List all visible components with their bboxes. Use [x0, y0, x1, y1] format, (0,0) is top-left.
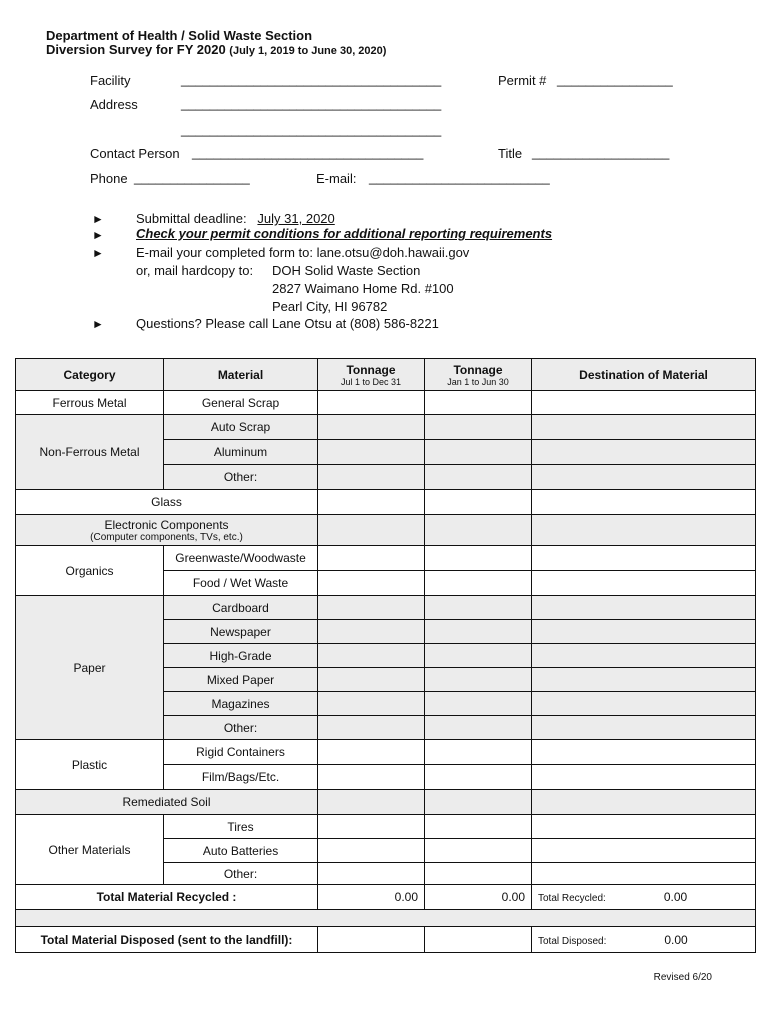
form-subtitle	[46, 42, 386, 57]
mail-address-1: DOH Solid Waste Section	[272, 263, 421, 278]
tonnage-1-cell[interactable]	[318, 490, 425, 515]
destination-cell[interactable]	[532, 740, 756, 765]
destination-cell[interactable]	[532, 440, 756, 465]
phone-field[interactable]: ________________	[134, 170, 250, 185]
tonnage-1-cell[interactable]	[318, 740, 425, 765]
electronic-label: Electronic Components	[104, 517, 229, 532]
material-rigid-containers: Rigid Containers	[164, 740, 318, 765]
tonnage-2-label: Tonnage	[453, 362, 503, 377]
tonnage-2-period: Jan 1 to Jun 30	[447, 376, 509, 387]
category-organics: Organics	[16, 546, 164, 596]
revision-note: Revised 6/20	[653, 972, 712, 983]
tonnage-2-cell[interactable]	[425, 668, 532, 692]
address-field-1[interactable]: ____________________________________	[181, 96, 442, 111]
material-general-scrap: General Scrap	[164, 391, 318, 415]
destination-cell[interactable]	[532, 790, 756, 815]
email-instruction: E-mail your completed form to: lane.otsu@doh.hawaii.gov	[136, 245, 470, 260]
tonnage-1-cell[interactable]	[318, 620, 425, 644]
tonnage-1-cell[interactable]	[318, 765, 425, 790]
col-header-destination: Destination of Material	[532, 359, 756, 391]
title-label: Title	[498, 146, 523, 161]
category-other-materials: Other Materials	[16, 815, 164, 885]
tonnage-2-cell[interactable]	[425, 571, 532, 596]
total-recycled-dest-value: 0.00	[663, 890, 688, 904]
tonnage-1-cell[interactable]	[318, 716, 425, 740]
total-recycled-dest-label: Total Recycled:	[538, 893, 606, 904]
category-ferrous: Ferrous Metal	[16, 391, 164, 415]
email-field[interactable]: _________________________	[369, 170, 550, 185]
tonnage-2-cell[interactable]	[425, 415, 532, 440]
total-recycled-destination	[532, 885, 756, 910]
bullet-arrow-icon: ►	[92, 212, 104, 226]
bullet-arrow-icon: ►	[92, 246, 104, 260]
col-header-tonnage-2	[425, 359, 532, 391]
tonnage-2-cell[interactable]	[425, 490, 532, 515]
tonnage-1-cell[interactable]	[318, 863, 425, 885]
total-disposed-label: Total Material Disposed (sent to the landfill):	[16, 927, 318, 953]
material-other: Other:	[164, 863, 318, 885]
category-nonferrous: Non-Ferrous Metal	[16, 415, 164, 490]
tonnage-1-cell[interactable]	[318, 815, 425, 839]
tonnage-1-cell[interactable]	[318, 596, 425, 620]
destination-cell[interactable]	[532, 571, 756, 596]
total-recycled-label: Total Material Recycled :	[16, 885, 318, 910]
questions-contact: Questions? Please call Lane Otsu at (808) 586-8221	[136, 316, 439, 331]
tonnage-2-cell[interactable]	[425, 465, 532, 490]
address-field-2[interactable]: ____________________________________	[181, 122, 442, 137]
mail-prefix: or, mail hardcopy to:	[136, 263, 254, 278]
tonnage-1-cell[interactable]	[318, 790, 425, 815]
material-auto-batteries: Auto Batteries	[164, 839, 318, 863]
email-label: E-mail:	[316, 171, 357, 186]
tonnage-1-cell[interactable]	[318, 391, 425, 415]
material-tires: Tires	[164, 815, 318, 839]
tonnage-2-cell[interactable]	[425, 644, 532, 668]
bullet-arrow-icon: ►	[92, 228, 104, 242]
tonnage-2-cell[interactable]	[425, 546, 532, 571]
category-electronic	[16, 515, 318, 546]
electronic-note: (Computer components, TVs, etc.)	[90, 531, 243, 543]
tonnage-1-cell[interactable]	[318, 415, 425, 440]
destination-cell[interactable]	[532, 815, 756, 839]
tonnage-2-cell[interactable]	[425, 839, 532, 863]
phone-label: Phone	[90, 171, 128, 186]
col-header-tonnage-1	[318, 359, 425, 391]
tonnage-2-cell[interactable]	[425, 716, 532, 740]
destination-cell[interactable]	[532, 839, 756, 863]
subtitle-period: (July 1, 2019 to June 30, 2020)	[229, 45, 387, 57]
total-disposed-dest-value: 0.00	[664, 932, 688, 947]
deadline-item	[136, 211, 335, 226]
material-auto-scrap: Auto Scrap	[164, 415, 318, 440]
material-magazines: Magazines	[164, 692, 318, 716]
destination-cell[interactable]	[532, 465, 756, 490]
material-film-bags: Film/Bags/Etc.	[164, 765, 318, 790]
tonnage-2-cell[interactable]	[425, 596, 532, 620]
deadline-label: Submittal deadline:	[136, 211, 247, 226]
mail-address-2: 2827 Waimano Home Rd. #100	[272, 281, 454, 296]
form-title: Department of Health / Solid Waste Section	[46, 28, 313, 43]
tonnage-1-cell[interactable]	[318, 644, 425, 668]
material-high-grade: High-Grade	[164, 644, 318, 668]
tonnage-1-cell[interactable]	[318, 515, 425, 546]
material-newspaper: Newspaper	[164, 620, 318, 644]
category-plastic: Plastic	[16, 740, 164, 790]
tonnage-1-cell[interactable]	[318, 571, 425, 596]
tonnage-1-cell[interactable]	[318, 465, 425, 490]
total-disposed-tonnage-1[interactable]	[318, 927, 425, 953]
total-disposed-tonnage-2[interactable]	[425, 927, 532, 953]
col-header-category: Category	[16, 359, 164, 391]
material-other: Other:	[164, 465, 318, 490]
tonnage-1-cell[interactable]	[318, 668, 425, 692]
destination-cell[interactable]	[532, 515, 756, 546]
destination-cell[interactable]	[532, 668, 756, 692]
tonnage-2-cell[interactable]	[425, 765, 532, 790]
tonnage-1-cell[interactable]	[318, 440, 425, 465]
permit-note: Check your permit conditions for additional reporting requirements	[136, 226, 553, 241]
address-label: Address	[90, 97, 138, 112]
total-disposed-destination	[532, 927, 756, 953]
destination-cell[interactable]	[532, 644, 756, 668]
tonnage-2-cell[interactable]	[425, 740, 532, 765]
total-recycled-tonnage-2: 0.00	[425, 885, 532, 910]
destination-cell[interactable]	[532, 415, 756, 440]
tonnage-2-cell[interactable]	[425, 440, 532, 465]
tonnage-1-cell[interactable]	[318, 692, 425, 716]
tonnage-1-cell[interactable]	[318, 839, 425, 863]
total-disposed-dest-label: Total Disposed:	[538, 935, 607, 947]
facility-field[interactable]: ____________________________________	[181, 72, 442, 87]
tonnage-2-cell[interactable]	[425, 790, 532, 815]
destination-cell[interactable]	[532, 765, 756, 790]
category-paper: Paper	[16, 596, 164, 740]
contact-label: Contact Person	[90, 146, 180, 161]
deadline-date: July 31, 2020	[257, 211, 335, 226]
destination-cell[interactable]	[532, 546, 756, 571]
material-mixed-paper: Mixed Paper	[164, 668, 318, 692]
tonnage-1-cell[interactable]	[318, 546, 425, 571]
bullet-arrow-icon: ►	[92, 317, 104, 331]
col-header-material: Material	[164, 359, 318, 391]
title-field[interactable]: ___________________	[532, 145, 670, 160]
tonnage-2-cell[interactable]	[425, 391, 532, 415]
contact-field[interactable]: ________________________________	[192, 145, 424, 160]
material-aluminum: Aluminum	[164, 440, 318, 465]
destination-cell[interactable]	[532, 863, 756, 885]
tonnage-2-cell[interactable]	[425, 692, 532, 716]
destination-cell[interactable]	[532, 692, 756, 716]
subtitle-main: Diversion Survey for FY 2020	[46, 42, 230, 57]
permit-label: Permit #	[498, 73, 547, 88]
tonnage-1-period: Jul 1 to Dec 31	[340, 376, 402, 387]
destination-cell[interactable]	[532, 490, 756, 515]
material-cardboard: Cardboard	[164, 596, 318, 620]
tonnage-2-cell[interactable]	[425, 815, 532, 839]
tonnage-2-cell[interactable]	[425, 620, 532, 644]
diversion-table	[15, 358, 756, 953]
material-greenwaste: Greenwaste/Woodwaste	[164, 546, 318, 571]
material-other: Other:	[164, 716, 318, 740]
material-food: Food / Wet Waste	[164, 571, 318, 596]
destination-cell[interactable]	[532, 716, 756, 740]
destination-cell[interactable]	[532, 596, 756, 620]
tonnage-2-cell[interactable]	[425, 515, 532, 546]
tonnage-2-cell[interactable]	[425, 863, 532, 885]
mail-address-3: Pearl City, HI 96782	[272, 299, 388, 314]
destination-cell[interactable]	[532, 391, 756, 415]
permit-field[interactable]: ________________	[557, 72, 673, 87]
total-recycled-tonnage-1: 0.00	[318, 885, 425, 910]
category-remediated-soil: Remediated Soil	[16, 790, 318, 815]
destination-cell[interactable]	[532, 620, 756, 644]
facility-label: Facility	[90, 73, 131, 88]
tonnage-1-label: Tonnage	[346, 362, 396, 377]
category-glass: Glass	[16, 490, 318, 515]
spacer-row	[16, 910, 756, 927]
